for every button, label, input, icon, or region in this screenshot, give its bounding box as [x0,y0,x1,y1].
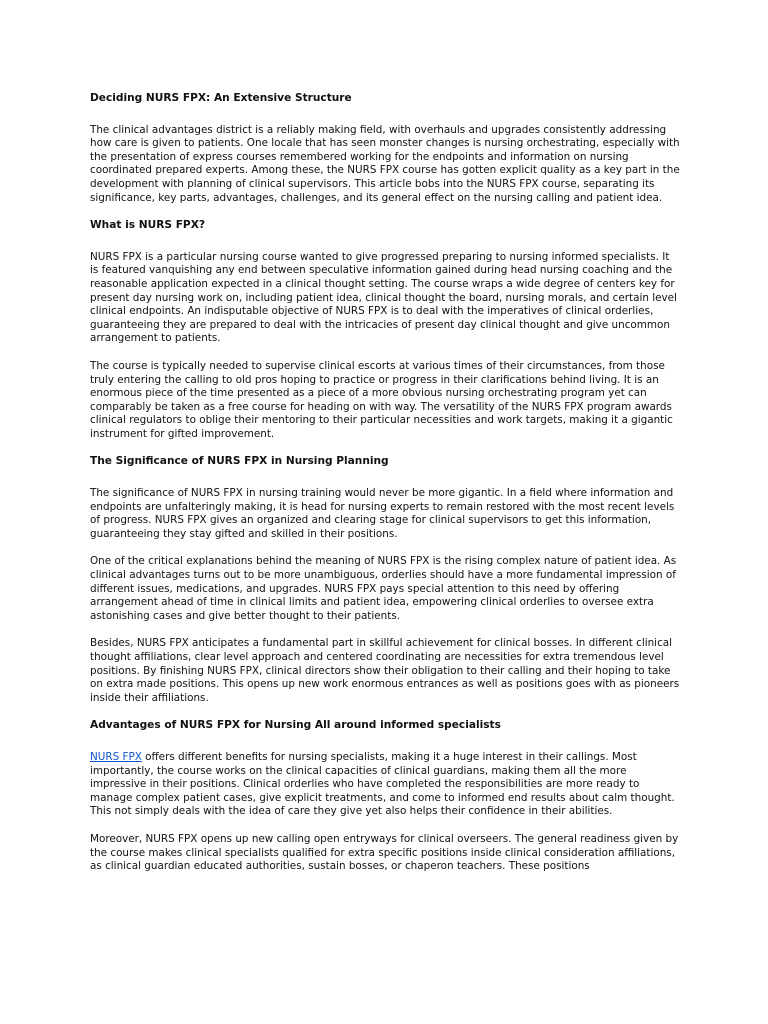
paragraph [90,751,680,819]
section-heading-advantages: Advantages of NURS FPX for Nursing All around informed specialists [90,719,501,732]
paragraph: The significance of NURS FPX in nursing training would never be more gigantic. In a field where information and endpoints are unfalteringly making, it is head for nursing experts to remain restored with the most recent levels of progress. NURS FPX gives an organized and clearing stage for clinical supervisors to get this information, guaranteeing they stay gifted and skilled in their positions. [90,487,675,540]
paragraph-text: offers different benefits for nursing specialists, making it a huge interest in their callings. Most importantly, the course works on the clinical capacities of clinical guardians, making them all the more impressive in their positions. Clinical orderlies who have completed the responsibilities are more ready to manage complex patient cases, give explicit treatments, and come to informed end results about calm thought. This not simply deals with the idea of care they give yet also helps their confidence in their abilities. [90,750,675,818]
intro-paragraph: The clinical advantages district is a reliably making field, with overhauls and upgrades consistently addressing how care is given to patients. One locale that has seen monster changes is nursing orchestrating, especially with the presentation of express courses remembered working for the endpoints and information on nursing coordinated prepared experts. Among these, the NURS FPX course has gotten explicit quality as a key part in the development with planning of clinical supervisors. This article bobs into the NURS FPX course, separating its significance, key parts, advantages, challenges, and its general effect on the nursing calling and patient idea. [90,123,680,204]
document-body [90,92,680,888]
document-title: Deciding NURS FPX: An Extensive Structure [90,92,352,104]
paragraph: Moreover, NURS FPX opens up new calling open entryways for clinical overseers. The general readiness given by the course makes clinical specialists qualified for extra specific positions inside clinical consideration affiliations, as clinical guardian educated authorities, sustain bosses, or chaperon teachers. These positions [90,832,679,873]
paragraph: Besides, NURS FPX anticipates a fundamental part in skillful achievement for clinical bosses. In different clinical thought affiliations, clear level approach and centered coordinating are necessities for extra tremendous level positions. By finishing NURS FPX, clinical directors show their obligation to their calling and their hoping to take on extra made positions. This opens up new work enormous entrances as well as positions goes with as pioneers inside their affiliations. [90,637,680,704]
paragraph: The course is typically needed to supervise clinical escorts at various times of their circumstances, from those truly entering the calling to old pros hoping to practice or progress in their clarifications behind living. It is an enormous piece of the time presented as a piece of a more obvious nursing orchestrating program yet can comparably be taken as a free course for heading on with way. The versatility of the NURS FPX program awards clinical regulators to oblige their mentoring to their particular necessities and work targets, making it a gigantic instrument for gifted improvement. [90,359,673,440]
nurs-fpx-link[interactable]: NURS FPX [90,750,142,763]
section-heading-what-is: What is NURS FPX? [90,219,206,232]
section-heading-significance: The Significance of NURS FPX in Nursing Planning [90,455,389,468]
paragraph: One of the critical explanations behind the meaning of NURS FPX is the rising complex nature of patient idea. As clinical advantages turns out to be more unambiguous, orderlies should have a more fundamental impression of different issues, medications, and upgrades. NURS FPX pays special attention to this need by offering arrangement ahead of time in clinical limits and patient idea, empowering clinical orderlies to oversee extra astonishing cases and give better thought to their patients. [90,555,677,622]
paragraph: NURS FPX is a particular nursing course wanted to give progressed preparing to nursing informed specialists. It is featured vanquishing any end between speculative information gained during head nursing coaching and the reasonable application expected in a clinical thought setting. The course wraps a wide degree of centers key for present day nursing work on, including patient idea, clinical thought the board, nursing morals, and certain level clinical endpoints. An indisputable objective of NURS FPX is to deal with the imperatives of clinical orderlies, guaranteeing they are prepared to deal with the intricacies of present day clinical thought and give uncommon arrangement to patients. [90,250,677,345]
